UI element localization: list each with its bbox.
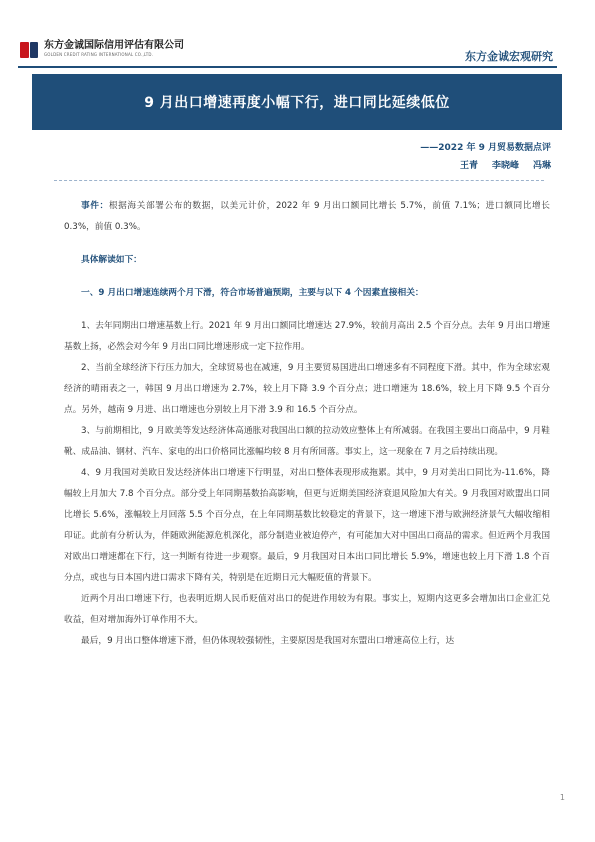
company-name-cn: 东方金诚国际信用评估有限公司	[44, 40, 184, 51]
logo-mark-icon	[20, 40, 40, 60]
event-text: 根据海关部署公布的数据，以美元计价，2022 年 9 月出口额同比增长 5.7%，前值 7.1%；进口额同比增长 0.3%，前值 0.3%。	[64, 201, 550, 232]
body-paragraph: 1、去年同期出口增速基数上行。2021 年 9 月出口额同比增速达 27.9%，较前月高出 2.5 个百分点。去年 9 月出口增速基数上扬，必然会对今年 9 月出口同比增速形成一定下拉作用。	[64, 321, 550, 352]
interpretation-heading: 具体解读如下：	[81, 255, 142, 265]
section-divider	[54, 180, 544, 181]
author-name: 冯琳	[532, 161, 551, 171]
author-name: 王青	[459, 161, 478, 171]
title-banner	[32, 74, 562, 130]
section-heading: 一、9 月出口增速连续两个月下滑，符合市场普遍预期，主要与以下 4 个因素直接相关：	[81, 288, 424, 298]
body-paragraph: 最后，9 月出口整体增速下滑，但仍体现较强韧性，主要原因是我国对东盟出口增速高位上行，达	[81, 636, 455, 646]
body-paragraph: 近两个月出口增速下行，也表明近期人民币贬值对出口的促进作用较为有限。事实上，短期内这更多会增加出口企业汇兑收益，但对增加海外订单作用不大。	[64, 594, 550, 625]
page-number: 1	[559, 793, 565, 802]
brand-label: 东方金诚宏观研究	[465, 50, 553, 63]
body-paragraph: 2、当前全球经济下行压力加大，全球贸易也在减速，9 月主要贸易国进出口增速多有不同程度下滑。其中，作为全球宏观经济的晴雨表之一，韩国 9 月出口增速为 2.7%，较上月下降 3.9 个百分点；进口增速为 18.6%，较上月下降 9.5 个百分点。另外，越南 9 月进、出口增速也分别较上月下滑 3.9 和 16.5 个百分点。	[64, 363, 550, 415]
author-name: 李晓峰	[491, 161, 519, 171]
report-subtitle: ——2022 年 9 月贸易数据点评	[420, 143, 551, 153]
event-paragraph	[64, 196, 550, 238]
body-paragraph: 3、与前期相比，9 月欧美等发达经济体高通胀对我国出口额的拉动效应整体上有所减弱。在我国主要出口商品中，9 月鞋靴、成品油、钢材、汽车、家电的出口价格同比涨幅均较 8 月有所回落。事实上，这一现象在 7 月之后持续出现。	[64, 426, 550, 457]
body-paragraph: 4、9 月我国对美欧日发达经济体出口增速下行明显，对出口整体表现形成拖累。其中，9 月对美出口同比为-11.6%，降幅较上月加大 7.8 个百分点。部分受上年同期基数抬高影响，但更与近期美国经济衰退风险加大有关。9 月我国对欧盟出口同比增长 5.6%，涨幅较上月回落 5.5 个百分点，在上年同期基数比较稳定的背景下，这一增速下滑与欧洲经济景气大幅收缩相印证。此前有分析认为，伴随欧洲能源危机深化，部分制造业被迫停产，有可能加大对中国出口商品的需求。但近两个月我国对欧出口增速都在下行，这一判断有待进一步观察。最后，9 月我国对日本出口同比增长 5.9%，增速也较上月下滑 1.8 个百分点，或也与日本国内进口需求下降有关，特别是在近期日元大幅贬值的背景下。	[64, 468, 550, 583]
page-header	[0, 0, 595, 70]
header-divider	[18, 66, 557, 68]
event-label: 事件：	[81, 201, 109, 211]
company-name-en: GOLDEN CREDIT RATING INTERNATIONAL CO.,LTD.	[44, 52, 154, 57]
page-title: 9 月出口增速再度小幅下行，进口同比延续低位	[144, 95, 450, 111]
author-list	[460, 158, 551, 171]
company-logo	[20, 40, 184, 60]
report-body	[64, 196, 550, 652]
